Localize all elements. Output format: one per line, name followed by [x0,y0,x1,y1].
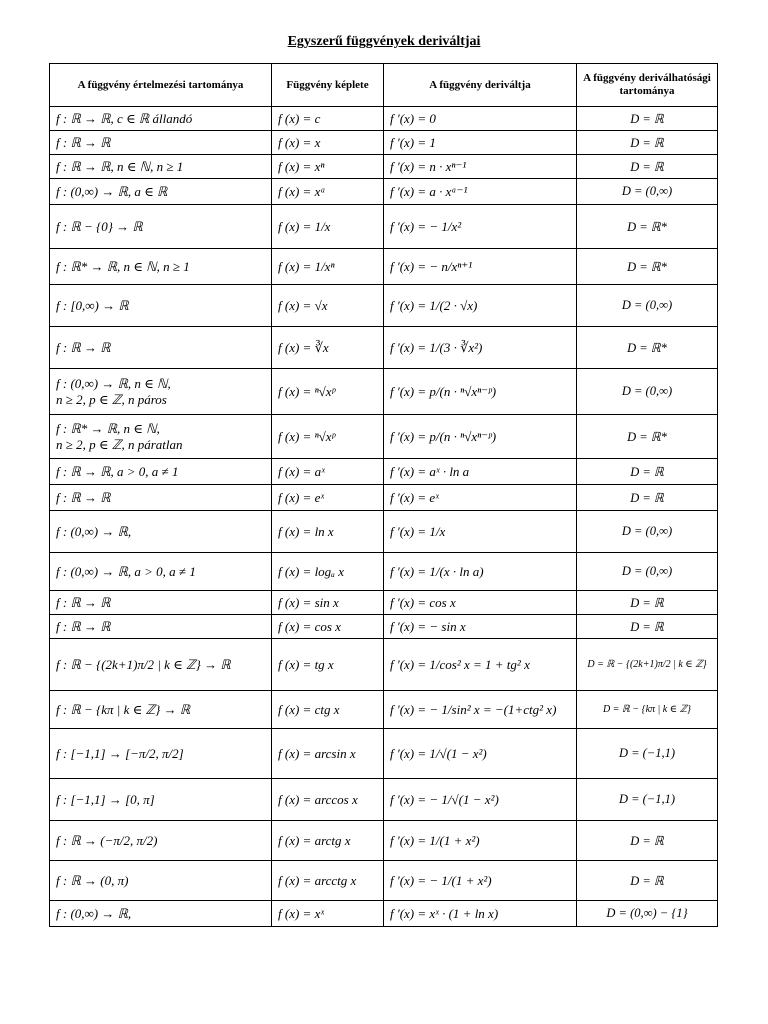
table-row [50,179,718,205]
diff-domain-cell: D = ℝ* [577,327,718,369]
domain-cell: f : ℝ → (0, π) [50,861,272,901]
formula-cell: f (x) = sin x [272,591,384,615]
table-row [50,369,718,415]
table-row [50,249,718,285]
diff-domain-cell: D = (−1,1) [577,729,718,779]
domain-cell: f : (0,∞) → ℝ, a ∈ ℝ [50,179,272,205]
diff-domain-cell: D = ℝ* [577,205,718,249]
formula-cell: f (x) = 1/x [272,205,384,249]
formula-cell: f (x) = ln x [272,511,384,553]
derivative-cell: f ′(x) = cos x [384,591,577,615]
domain-cell: f : (0,∞) → ℝ, [50,511,272,553]
diff-domain-cell: D = ℝ [577,591,718,615]
diff-domain-cell: D = (−1,1) [577,779,718,821]
formula-cell: f (x) = xⁿ [272,155,384,179]
derivative-cell: f ′(x) = p/(n · ⁿ√xⁿ⁻ᵖ) [384,415,577,459]
diff-domain-cell: D = (0,∞) [577,553,718,591]
formula-cell: f (x) = √x [272,285,384,327]
formula-cell: f (x) = xˣ [272,901,384,927]
table-row [50,729,718,779]
table-row [50,511,718,553]
derivative-cell: f ′(x) = 0 [384,107,577,131]
domain-cell: f : ℝ − {0} → ℝ [50,205,272,249]
table-header-row [50,64,718,107]
domain-cell: f : ℝ → ℝ, n ∈ ℕ, n ≥ 1 [50,155,272,179]
domain-cell: f : ℝ → ℝ [50,327,272,369]
diff-domain-cell: D = ℝ* [577,249,718,285]
formula-cell: f (x) = 1/xⁿ [272,249,384,285]
table-row [50,861,718,901]
diff-domain-cell: D = ℝ [577,485,718,511]
formula-cell: f (x) = logₐ x [272,553,384,591]
diff-domain-cell: D = ℝ [577,131,718,155]
domain-cell: f : (0,∞) → ℝ, a > 0, a ≠ 1 [50,553,272,591]
formula-cell: f (x) = arctg x [272,821,384,861]
header-domain: A függvény értelmezési tartománya [50,64,272,107]
table-row [50,459,718,485]
domain-cell: f : ℝ → ℝ [50,131,272,155]
table-row [50,285,718,327]
table-row [50,415,718,459]
formula-cell: f (x) = c [272,107,384,131]
diff-domain-cell: D = (0,∞) − {1} [577,901,718,927]
formula-cell: f (x) = tg x [272,639,384,691]
domain-cell: f : ℝ − {kπ | k ∈ ℤ} → ℝ [50,691,272,729]
derivative-cell: f ′(x) = 1 [384,131,577,155]
domain-cell: f : ℝ → ℝ [50,615,272,639]
formula-cell: f (x) = ∛x [272,327,384,369]
derivative-cell: f ′(x) = p/(n · ⁿ√xⁿ⁻ᵖ) [384,369,577,415]
diff-domain-cell: D = ℝ [577,155,718,179]
derivative-cell: f ′(x) = − 1/√(1 − x²) [384,779,577,821]
derivative-cell: f ′(x) = n · xⁿ⁻¹ [384,155,577,179]
formula-cell: f (x) = eˣ [272,485,384,511]
diff-domain-cell: D = (0,∞) [577,511,718,553]
diff-domain-cell: D = (0,∞) [577,179,718,205]
derivative-cell: f ′(x) = aˣ · ln a [384,459,577,485]
derivative-cell: f ′(x) = 1/cos² x = 1 + tg² x [384,639,577,691]
domain-cell: f : ℝ → ℝ [50,485,272,511]
formula-cell: f (x) = arcctg x [272,861,384,901]
domain-cell: f : [0,∞) → ℝ [50,285,272,327]
derivative-cell: f ′(x) = xˣ · (1 + ln x) [384,901,577,927]
domain-cell: f : ℝ − {(2k+1)π/2 | k ∈ ℤ} → ℝ [50,639,272,691]
table-row [50,779,718,821]
diff-domain-cell: D = (0,∞) [577,285,718,327]
diff-domain-cell: D = ℝ [577,459,718,485]
derivative-cell: f ′(x) = 1/(x · ln a) [384,553,577,591]
domain-cell: f : ℝ → (−π/2, π/2) [50,821,272,861]
formula-cell: f (x) = ⁿ√xᵖ [272,415,384,459]
header-derivative: A függvény deriváltja [384,64,577,107]
table-row [50,901,718,927]
derivative-cell: f ′(x) = 1/x [384,511,577,553]
domain-cell: f : (0,∞) → ℝ, n ∈ ℕ, n ≥ 2, p ∈ ℤ, n páros [50,369,272,415]
diff-domain-cell: D = ℝ [577,821,718,861]
derivative-cell: f ′(x) = eˣ [384,485,577,511]
formula-cell: f (x) = xᵃ [272,179,384,205]
domain-cell: f : ℝ* → ℝ, n ∈ ℕ, n ≥ 2, p ∈ ℤ, n páratlan [50,415,272,459]
derivative-cell: f ′(x) = 1/√(1 − x²) [384,729,577,779]
diff-domain-cell: D = ℝ [577,615,718,639]
derivative-cell: f ′(x) = − sin x [384,615,577,639]
domain-cell: f : ℝ* → ℝ, n ∈ ℕ, n ≥ 1 [50,249,272,285]
domain-cell: f : [−1,1] → [−π/2, π/2] [50,729,272,779]
formula-cell: f (x) = cos x [272,615,384,639]
derivative-cell: f ′(x) = − 1/(1 + x²) [384,861,577,901]
diff-domain-cell: D = ℝ [577,861,718,901]
derivatives-table [49,63,718,927]
table-row [50,615,718,639]
document-title: Egyszerű függvények deriváltjai [287,34,481,49]
derivative-cell: f ′(x) = − 1/sin² x = −(1+ctg² x) [384,691,577,729]
diff-domain-cell: D = (0,∞) [577,369,718,415]
domain-cell: f : ℝ → ℝ [50,591,272,615]
table-row [50,639,718,691]
header-formula: Függvény képlete [272,64,384,107]
domain-cell: f : ℝ → ℝ, a > 0, a ≠ 1 [50,459,272,485]
domain-cell: f : (0,∞) → ℝ, [50,901,272,927]
derivative-cell: f ′(x) = − n/xⁿ⁺¹ [384,249,577,285]
table-row [50,485,718,511]
derivative-cell: f ′(x) = 1/(3 · ∛x²) [384,327,577,369]
table-row [50,691,718,729]
formula-cell: f (x) = aˣ [272,459,384,485]
table-row [50,821,718,861]
formula-cell: f (x) = ⁿ√xᵖ [272,369,384,415]
derivative-cell: f ′(x) = a · xᵃ⁻¹ [384,179,577,205]
diff-domain-cell: D = ℝ − {(2k+1)π/2 | k ∈ ℤ} [577,639,718,691]
table-row [50,327,718,369]
formula-cell: f (x) = arcsin x [272,729,384,779]
table-row [50,155,718,179]
diff-domain-cell: D = ℝ − {kπ | k ∈ ℤ} [577,691,718,729]
diff-domain-cell: D = ℝ [577,107,718,131]
table-row [50,107,718,131]
table-row [50,131,718,155]
derivative-cell: f ′(x) = 1/(1 + x²) [384,821,577,861]
table-row [50,591,718,615]
table-row [50,553,718,591]
domain-cell: f : ℝ → ℝ, c ∈ ℝ állandó [50,107,272,131]
table-row [50,205,718,249]
derivative-cell: f ′(x) = 1/(2 · √x) [384,285,577,327]
derivative-cell: f ′(x) = − 1/x² [384,205,577,249]
domain-cell: f : [−1,1] → [0, π] [50,779,272,821]
formula-cell: f (x) = arccos x [272,779,384,821]
formula-cell: f (x) = ctg x [272,691,384,729]
formula-cell: f (x) = x [272,131,384,155]
diff-domain-cell: D = ℝ* [577,415,718,459]
header-diff-domain: A függvény deriválhatósági tartománya [577,64,718,107]
